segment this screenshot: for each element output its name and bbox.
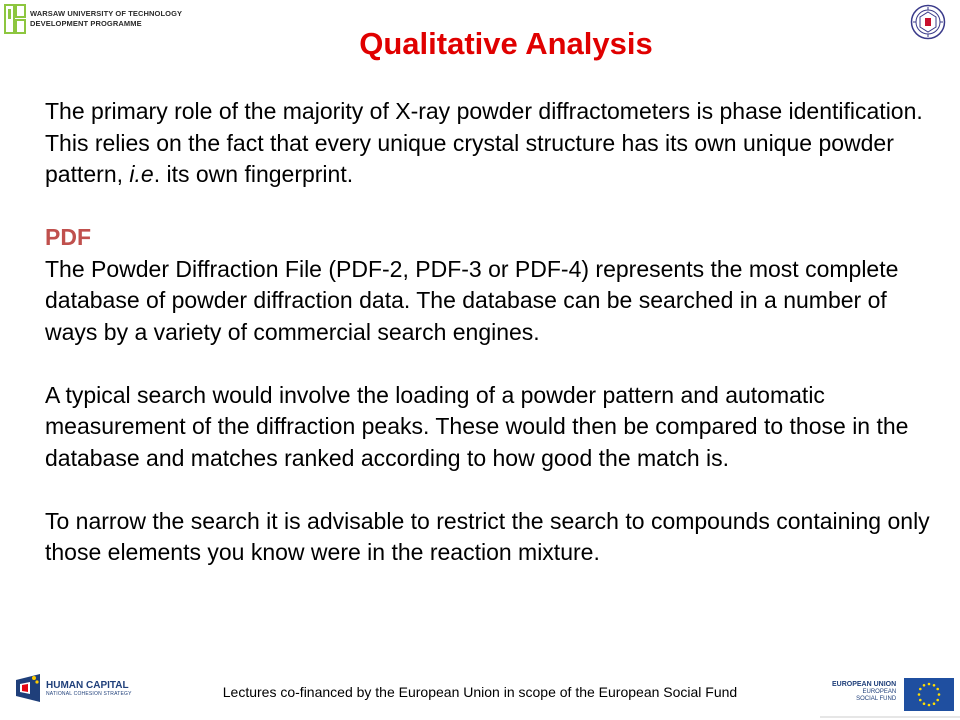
hc-title: HUMAN CAPITAL xyxy=(46,680,129,691)
eu-flag-icon xyxy=(904,678,954,711)
pdf-heading: PDF xyxy=(45,224,91,250)
intro-text-part1: The primary role of the majority of X-ray powder diffractometers is phase identification. This relies on the fact that every unique crystal structure has its own unique powder pattern, xyxy=(45,98,923,187)
logo-line-2: DEVELOPMENT PROGRAMME xyxy=(30,19,142,28)
intro-text-part2: . its own fingerprint. xyxy=(153,161,354,187)
hc-subtitle: NATIONAL COHESION STRATEGY xyxy=(46,691,132,697)
pdf-paragraph: The Powder Diffraction File (PDF-2, PDF-3 or PDF-4) represents the most complete database of powder diffraction data. The database can be searched in a number of ways by a variety of commercial search engines. xyxy=(45,255,899,345)
eu-sub-2: SOCIAL FUND xyxy=(856,696,897,702)
logo-line-1: WARSAW UNIVERSITY OF TECHNOLOGY xyxy=(30,9,183,18)
slide-title: Qualitative Analysis xyxy=(359,26,653,61)
narrow-search-paragraph: To narrow the search it is advisable to restrict the search to compounds containing only those elements you know were in the reaction mixture. xyxy=(45,507,930,565)
intro-paragraph xyxy=(45,96,945,191)
footer-divider xyxy=(820,716,960,718)
eu-sub-1: EUROPEAN xyxy=(862,689,897,695)
eu-title: EUROPEAN UNION xyxy=(832,681,897,688)
slide-body xyxy=(45,96,945,569)
cofinancing-note: Lectures co-financed by the European Union in scope of the European Social Fund xyxy=(222,684,738,700)
intro-italic: i.e xyxy=(129,161,154,187)
eu-social-fund-logo xyxy=(832,678,954,711)
search-paragraph: A typical search would involve the loading of a powder pattern and automatic measurement of the diffraction peaks. These would then be compared to those in the database and matches ranked according to how good the match is. xyxy=(45,381,909,471)
